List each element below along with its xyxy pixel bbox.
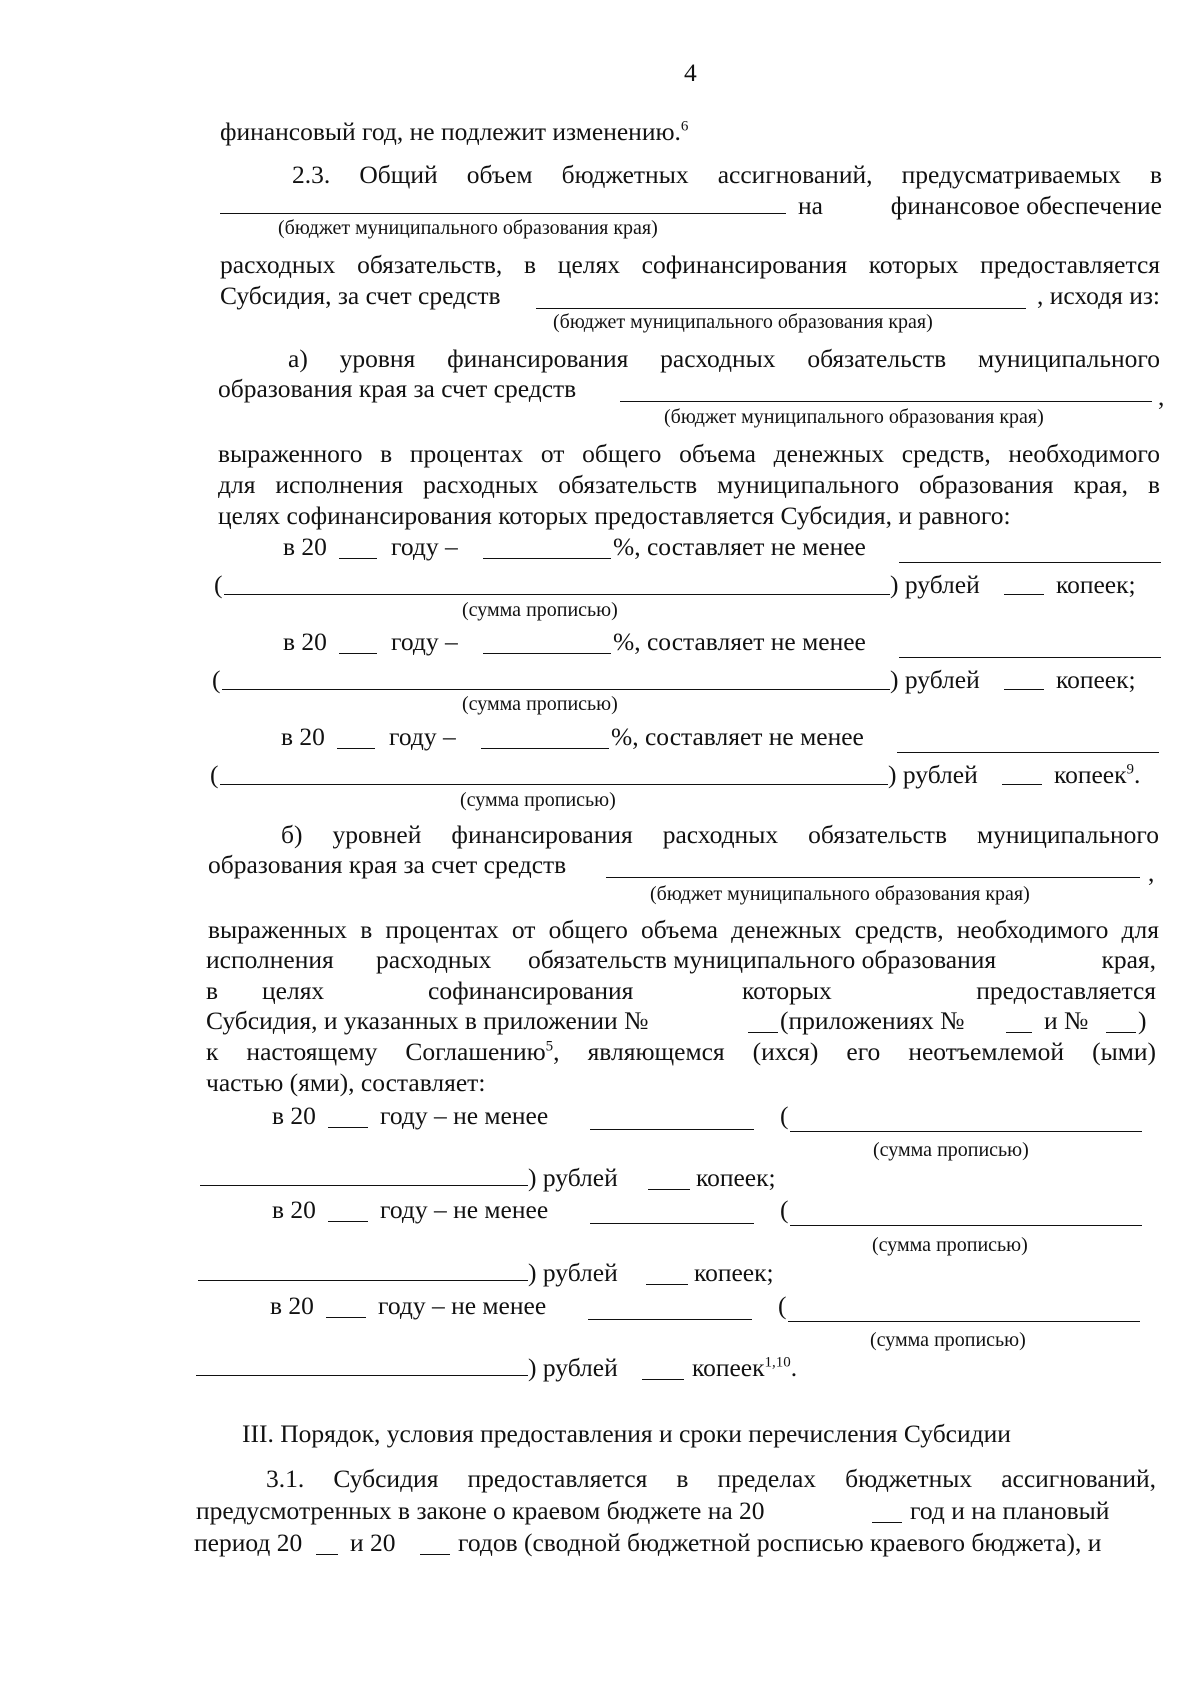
blank-appendix-number — [1006, 1010, 1032, 1033]
blank-kopecks — [648, 1167, 690, 1190]
item-b-line: к настоящему Соглашению$^5$, являющемся (ихся) его неотъемлемой (ыми) — [206, 1037, 1156, 1066]
amount-row: ( ) рублей копеек; — [212, 665, 1136, 694]
item-a-line: а) уровня финансирования расходных обязательств муниципального — [288, 344, 1160, 373]
field-caption: (сумма прописью) — [462, 693, 618, 715]
footnote-ref: 6 — [680, 118, 689, 135]
blank-sum-words — [220, 762, 888, 785]
blank-year — [337, 726, 375, 749]
item-b-line: б) уровней финансирования расходных обязательств муниципального — [281, 820, 1159, 849]
blank-sum-words — [198, 1258, 528, 1281]
section-heading: III. Порядок, условия предоставления и сроки перечисления Субсидии — [242, 1419, 1011, 1448]
item-a-line: образования края за счет средств , — [218, 374, 1165, 411]
field-caption: (бюджет муниципального образования края) — [664, 406, 1044, 428]
field-caption: (бюджет муниципального образования края) — [278, 217, 658, 239]
item-b-line: частью (ями), составляет: — [206, 1068, 486, 1097]
year-row: в 20 году – не менее ( — [270, 1291, 1150, 1321]
page-number: 4 — [684, 58, 697, 87]
field-caption: (сумма прописью) — [460, 789, 616, 811]
blank-budget-field — [220, 191, 786, 214]
field-caption: (сумма прописью) — [872, 1234, 1028, 1256]
blank-sum-words — [196, 1353, 528, 1376]
blank-amount — [899, 635, 1161, 658]
blank-sum-words — [790, 1203, 1142, 1226]
footnote-ref: 1,10 — [764, 1354, 791, 1371]
blank-appendix-number — [748, 1010, 778, 1033]
amount-row: ( ) рублей копеек; — [214, 570, 1136, 599]
item-b-line: в целях софинансирования которых предоставляется — [206, 976, 1156, 1005]
footnote-ref: 5 — [545, 1038, 554, 1055]
blank-budget-field — [620, 379, 1152, 402]
amount-row: ( ) рублей копеек$^9$. — [210, 760, 1141, 789]
field-caption: (сумма прописью) — [873, 1139, 1029, 1161]
blank-year — [339, 631, 377, 654]
blank-year — [316, 1532, 338, 1555]
year-row: в 20 году – не менее ( — [272, 1195, 1152, 1225]
blank-year — [872, 1500, 902, 1523]
year-row: в 20 году – не менее ( — [272, 1101, 1152, 1131]
field-caption: (бюджет муниципального образования края) — [553, 311, 933, 333]
item-b-line: исполнения расходных обязательств муниципального образования края, — [206, 945, 1156, 974]
blank-budget-field — [536, 286, 1026, 309]
blank-percent — [483, 536, 611, 559]
paragraph-line: финансовый год, не подлежит изменению.$^6$ — [220, 117, 689, 146]
year-row: в 20 году – %, составляет не менее — [281, 722, 1161, 752]
blank-year — [326, 1295, 366, 1318]
blank-kopecks — [1004, 572, 1044, 595]
field-caption: (сумма прописью) — [462, 599, 618, 621]
field-caption: (бюджет муниципального образования края) — [650, 883, 1030, 905]
item-a-line: для исполнения расходных обязательств муниципального образования края, в — [218, 470, 1160, 499]
section-3-1-line: 3.1. Субсидия предоставляется в пределах бюджетных ассигнований, — [266, 1464, 1156, 1493]
blank-budget-field — [606, 855, 1140, 878]
blank-sum-words — [224, 572, 890, 595]
item-b-line: Субсидия, и указанных в приложении № (приложениях № и № ) — [206, 1006, 1147, 1035]
blank-amount — [899, 540, 1161, 563]
blank-sum-words — [222, 667, 890, 690]
section-2-3-line: 2.3. Общий объем бюджетных ассигнований, предусматриваемых в — [292, 160, 1162, 189]
section-2-3-line: Субсидия, за счет средств , исходя из: — [220, 281, 1160, 310]
item-a-line: выраженного в процентах от общего объема денежных средств, необходимого — [218, 439, 1160, 468]
blank-kopecks — [1004, 667, 1044, 690]
blank-amount — [897, 730, 1159, 753]
blank-amount — [590, 1201, 754, 1224]
section-3-1-line: предусмотренных в законе о краевом бюджете на 20 год и на плановый — [196, 1496, 1110, 1525]
item-a-line: целях софинансирования которых предоставляется Субсидия, и равного: — [218, 501, 1011, 530]
field-caption: (сумма прописью) — [870, 1329, 1026, 1351]
blank-sum-words — [788, 1299, 1140, 1322]
blank-sum-words — [790, 1109, 1142, 1132]
blank-year — [328, 1105, 368, 1128]
section-2-3-line: на финансовое обеспечение — [220, 191, 1162, 221]
year-row: в 20 году – %, составляет не менее — [283, 532, 1163, 562]
item-b-line: выраженных в процентах от общего объема денежных средств, необходимого для — [208, 915, 1159, 944]
blank-kopecks — [642, 1357, 684, 1380]
blank-percent — [483, 631, 611, 654]
year-row: в 20 году – %, составляет не менее — [283, 627, 1163, 657]
section-2-3-line: расходных обязательств, в целях софинансирования которых предоставляется — [220, 250, 1160, 279]
blank-amount — [590, 1107, 754, 1130]
blank-percent — [481, 726, 609, 749]
amount-row: ) рублей копеек; — [198, 1258, 838, 1288]
amount-row: ) рублей копеек$^{1,10}$. — [196, 1353, 856, 1383]
blank-year — [420, 1532, 450, 1555]
section-3-1-line: период 20 и 20 годов (сводной бюджетной росписью краевого бюджета), и — [194, 1528, 1102, 1557]
blank-year — [328, 1199, 368, 1222]
blank-sum-words — [200, 1163, 528, 1186]
blank-kopecks — [646, 1262, 688, 1285]
blank-amount — [588, 1297, 752, 1320]
item-b-line: образования края за счет средств , — [208, 850, 1155, 887]
blank-appendix-number — [1106, 1010, 1136, 1033]
footnote-ref: 9 — [1126, 761, 1135, 778]
blank-kopecks — [1002, 762, 1042, 785]
amount-row: ) рублей копеек; — [200, 1163, 840, 1193]
blank-year — [339, 536, 377, 559]
